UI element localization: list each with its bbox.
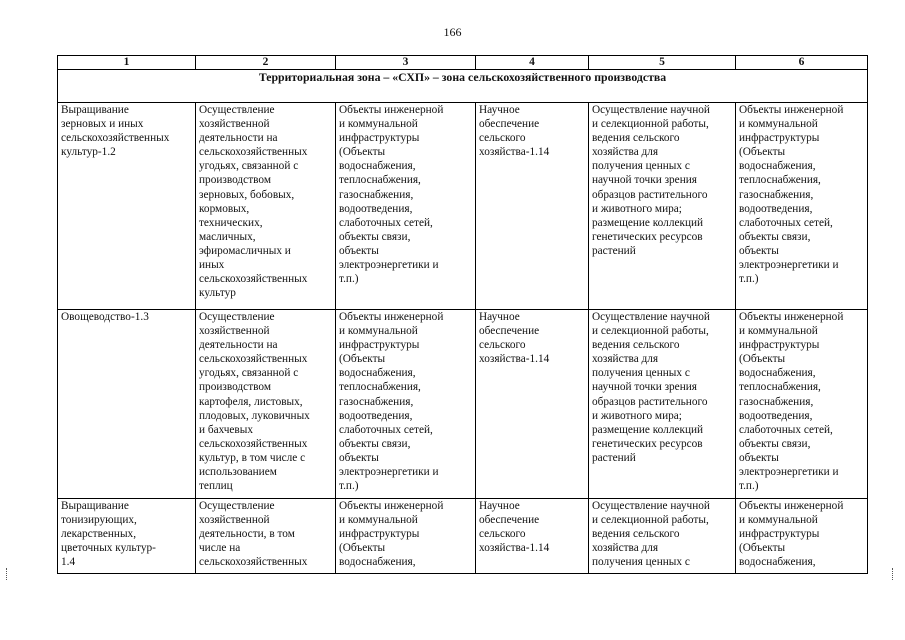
permitted-objects: Объекты инженерной и коммунальной инфраструктуры (Объекты водоснабжения,: [339, 500, 444, 569]
table-cell: [476, 499, 589, 574]
table-cell: [336, 310, 476, 499]
auxiliary-use-name: Научное обеспечение сельского хозяйства-1.14: [479, 311, 550, 366]
table-cell: [736, 310, 868, 499]
table-cell: [476, 103, 589, 310]
column-header-6: 6: [736, 56, 868, 70]
table-row: [58, 499, 868, 574]
auxiliary-objects: Объекты инженерной и коммунальной инфраструктуры (Объекты водоснабжения, теплоснабжения, газоснабжения, водоотведения, слаботочных сетей, объекты связи, объекты электроэнергетики и т.п.): [739, 311, 844, 493]
table-row: [58, 310, 868, 499]
table-cell: [58, 310, 196, 499]
auxiliary-use-description: Осуществление научной и селекционной работы, ведения сельского хозяйства для получения ценных с научной точки зрения образцов растительного и животного мира; размещение коллекций генетических ресурсов растений: [592, 311, 710, 464]
auxiliary-objects: Объекты инженерной и коммунальной инфраструктуры (Объекты водоснабжения,: [739, 500, 844, 569]
auxiliary-use-name: Научное обеспечение сельского хозяйства-1.14: [479, 104, 550, 159]
auxiliary-use-name: Научное обеспечение сельского хозяйства-1.14: [479, 500, 550, 555]
table-cell: [736, 499, 868, 574]
table-cell: [736, 103, 868, 310]
permitted-objects: Объекты инженерной и коммунальной инфраструктуры (Объекты водоснабжения, теплоснабжения, газоснабжения, водоотведения, слаботочных сетей, объекты связи, объекты электроэнергетики и т.п.): [339, 311, 444, 493]
table-cell: [589, 499, 736, 574]
table-cell: [336, 499, 476, 574]
table-cell: [476, 310, 589, 499]
page-number: 166: [443, 25, 462, 39]
table-cell: [336, 103, 476, 310]
table-cell: [196, 103, 336, 310]
column-header-3: 3: [336, 56, 476, 70]
column-header-1: 1: [58, 56, 196, 70]
column-header-4: 4: [476, 56, 589, 70]
permitted-use-description: Осуществление хозяйственной деятельности на сельскохозяйственных угодьях, связанной с производством картофеля, листовых, плодовых, луковичных и бахчевых сельскохозяйственных культур, в том числе с использованием теплиц: [199, 311, 310, 493]
permitted-use-name: Выращивание зерновых и иных сельскохозяйственных культур-1.2: [61, 104, 170, 159]
permitted-objects: Объекты инженерной и коммунальной инфраструктуры (Объекты водоснабжения, теплоснабжения, газоснабжения, водоотведения, слаботочных сетей, объекты связи, объекты электроэнергетики и т.п.): [339, 104, 444, 286]
auxiliary-use-description: Осуществление научной и селекционной работы, ведения сельского хозяйства для получения ценных с научной точки зрения образцов растительного и животного мира; размещение коллекций генетических ресурсов растений: [592, 104, 710, 257]
table-cell: [58, 499, 196, 574]
permitted-use-name: Овощеводство-1.3: [61, 311, 149, 323]
auxiliary-use-description: Осуществление научной и селекционной работы, ведения сельского хозяйства для получения ценных с: [592, 500, 710, 569]
zone-title-row: [58, 70, 868, 103]
scan-edge-mark: [6, 568, 9, 580]
permitted-use-description: Осуществление хозяйственной деятельности на сельскохозяйственных угодьях, связанной с производством зерновых, бобовых, кормовых, технических, масличных, эфиромасличных и иных сельскохозяйственных культур: [199, 104, 308, 300]
permitted-use-name: Выращивание тонизирующих, лекарственных, цветочных культур- 1.4: [61, 500, 156, 569]
table-cell: [196, 499, 336, 574]
permitted-use-description: Осуществление хозяйственной деятельности, в том числе на сельскохозяйственных: [199, 500, 308, 569]
scan-edge-mark: [892, 568, 895, 580]
column-header-5: 5: [589, 56, 736, 70]
header-row: [58, 56, 868, 70]
table-cell: [58, 103, 196, 310]
table-row: [58, 103, 868, 310]
table-cell: [196, 310, 336, 499]
auxiliary-objects: Объекты инженерной и коммунальной инфраструктуры (Объекты водоснабжения, теплоснабжения, газоснабжения, водоотведения, слаботочных сетей, объекты связи, объекты электроэнергетики и т.п.): [739, 104, 844, 286]
table-cell: [589, 310, 736, 499]
land-use-table: [57, 55, 868, 574]
zone-title: Территориальная зона – «СХП» – зона сельскохозяйственного производства: [58, 70, 868, 103]
table-cell: [589, 103, 736, 310]
column-header-2: 2: [196, 56, 336, 70]
